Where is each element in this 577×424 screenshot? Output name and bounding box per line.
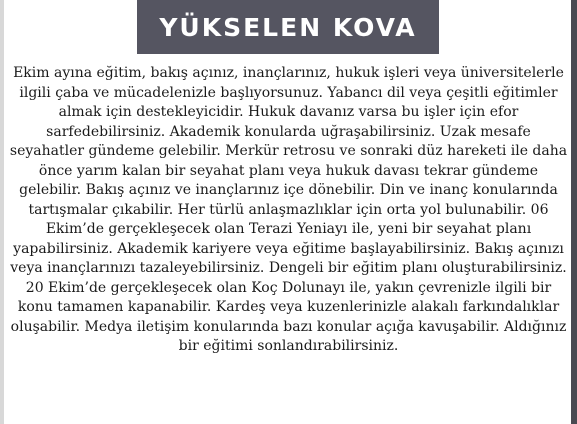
horoscope-paragraph: Ekim ayına eğitim, bakış açınız, inançlarınız, hukuk işleri veya üniversitelerle ilgili çaba ve mücadelenizle başlıyorsunuz. Yabancı dil veya çeşitli eğitimler almak için destekleyicidir. Hukuk davanız varsa bu işler için efor sarfedebilirsiniz. Akademik konularda uğraşabilirsiniz. Uzak mesafe seyahatler gündeme gelebilir. Merkür retrosu ve sonraki düz hareketi ile daha önce yarım kalan bir seyahat planı veya hukuk davası tekrar gündeme gelebilir. Bakış açınız ve inançlarınız içe dönebilir. Din ve inanç konularında tartışmalar çıkabilir. Her türlü anlaşmazlıklar için orta yol bulunabilir. 06 Ekim’de gerçekleşecek olan Terazi Yeniayı ile, yeni bir seyahat planı yapabilirsiniz. Akademik kariyere veya eğitime başlayabilirsiniz. Bakış açınızı veya inançlarınızı tazaleyebilirsiniz. Dengeli bir eğitim planı oluşturabilirsiniz. 20 Ekim’de gerçekleşecek olan Koç Dolunayı ile, yakın çevrenizle ilgili bir konu tamamen kapanabilir. Kardeş veya kuzenlerinizle alakalı farkındalıklar oluşabilir. Medya iletişim konularında bazı konular açığa kavuşabilir. Aldığınız bir eğitimi sonlandırabilirsiniz. (9, 65, 568, 354)
title-banner (137, 0, 439, 54)
right-border (571, 0, 577, 424)
page-title: YÜKSELEN KOVA (159, 12, 417, 42)
left-border (0, 0, 4, 424)
